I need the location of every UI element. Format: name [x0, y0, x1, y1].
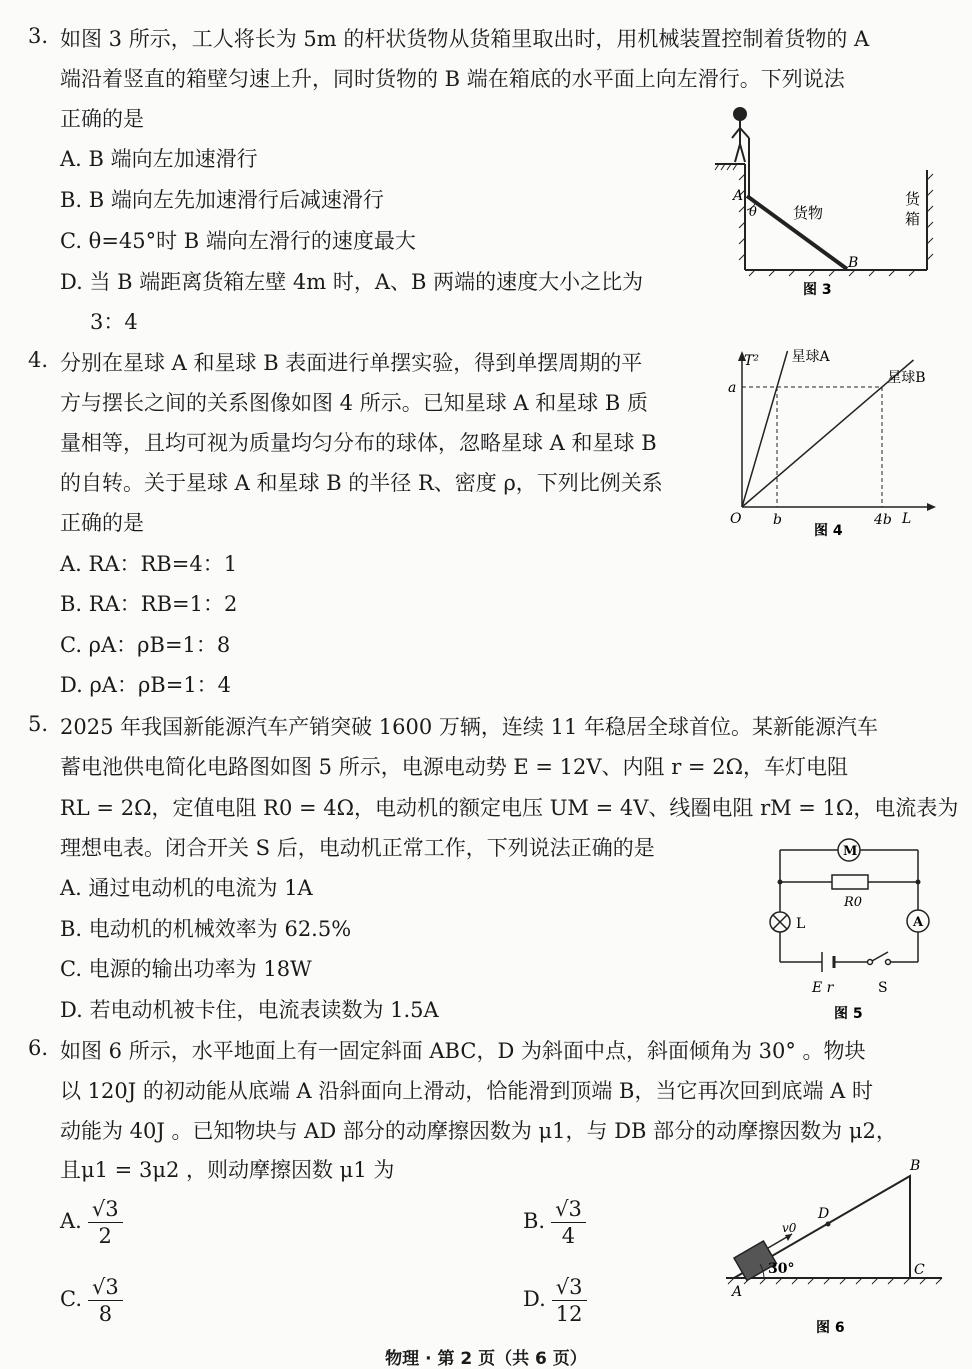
question-number: 4. [28, 348, 49, 372]
svg-text:A: A [913, 915, 924, 930]
figure-caption: 图 6 [816, 1320, 845, 1336]
y-tick-a: a [728, 380, 737, 396]
svg-text:M: M [843, 844, 858, 859]
option-a: A. RA：RB=4：1 [60, 552, 238, 576]
figure-5-circuit [760, 832, 940, 1022]
motor-symbol [838, 839, 860, 861]
ammeter-symbol [907, 910, 929, 932]
question-text-line: 的自转。关于星球 A 和星球 B 的半径 R、密度 ρ，下列比例关系 [60, 471, 663, 495]
question-text-line: 量相等，且均可视为质量均匀分布的球体，忽略星球 A 和星球 B [60, 431, 657, 455]
option-d: D. ρA：ρB=1：4 [60, 673, 232, 697]
question-text-line: 以 120J 的初动能从底端 A 沿斜面向上滑动，恰能滑到顶端 B，当它再次回到底端 A 时 [60, 1079, 873, 1103]
resistor-label: R0 [844, 895, 863, 910]
option-d: D. 当 B 端距离货箱左壁 4m 时，A、B 两端的速度大小之比为 [60, 270, 644, 294]
option-c: C. 电源的输出功率为 18W [60, 957, 312, 981]
option-c: C. $\frac{√3}{8}$ [60, 1274, 123, 1327]
label-box-2: 箱 [905, 210, 921, 228]
question-text-line: 正确的是 [60, 511, 144, 535]
question-text-line: RL = 2Ω，定值电阻 R0 = 4Ω，电动机的额定电压 UM = 4V、线圈电阻 rM = 1Ω，电流表为 [60, 796, 959, 820]
question-text-line: 理想电表。闭合开关 S 后，电动机正常工作，下列说法正确的是 [60, 836, 655, 860]
figure-6-incline [720, 1152, 950, 1342]
label-theta: θ [749, 205, 757, 220]
battery-symbol [822, 952, 834, 972]
worker-figure [732, 108, 749, 196]
x-axis-label: L [902, 511, 912, 527]
option-c: C. ρA：ρB=1：8 [60, 633, 231, 657]
option-a: A. $\frac{√3}{2}$ [60, 1196, 123, 1249]
angle-label: 30° [768, 1261, 795, 1277]
midpoint-d [826, 1222, 831, 1227]
label-box-1: 货 [905, 190, 921, 208]
option-b: B. B 端向左先加速滑行后减速滑行 [60, 188, 384, 212]
lamp-label: L [796, 916, 806, 932]
figure-caption: 图 5 [834, 1006, 863, 1022]
question-number: 6. [28, 1036, 49, 1060]
option-d: D. $\frac{√3}{12}$ [523, 1274, 587, 1327]
page-footer: 物理 · 第 2 页（共 6 页） [385, 1349, 587, 1369]
question-text-line: 蓄电池供电简化电路图如图 5 所示，电源电动势 E = 12V、内阻 r = 2Ω，车灯电阻 [60, 755, 848, 779]
option-a: A. B 端向左加速滑行 [60, 147, 258, 171]
option-d-continued: 3：4 [90, 310, 138, 334]
label-d: D [818, 1206, 830, 1222]
option-a: A. 通过电动机的电流为 1A [60, 876, 313, 900]
question-text-line: 如图 6 所示，水平地面上有一固定斜面 ABC，D 为斜面中点，斜面倾角为 30° 。物块 [60, 1039, 866, 1063]
source-label: E r [812, 980, 834, 996]
question-number: 3. [28, 24, 49, 48]
switch-symbol [868, 952, 891, 965]
question-text-line: 正确的是 [60, 107, 144, 131]
label-b: B [848, 255, 859, 271]
figure-3 [705, 100, 945, 305]
option-b: B. $\frac{√3}{4}$ [523, 1196, 586, 1249]
option-d: D. 若电动机被卡住，电流表读数为 1.5A [60, 998, 439, 1022]
question-number: 5. [28, 712, 49, 736]
y-axis-label: T² [744, 353, 759, 369]
label-cargo: 货物 [793, 204, 824, 222]
v0-label: v0 [782, 1221, 797, 1235]
label-a: A [732, 1284, 743, 1300]
series-label-star-b: 星球B [887, 370, 926, 386]
question-text-line: 2025 年我国新能源汽车产销突破 1600 万辆，连续 11 年稳居全球首位。某新能源汽车 [60, 715, 878, 739]
series-line-star-a [742, 351, 788, 507]
question-text-line: 端沿着竖直的箱壁匀速上升，同时货物的 B 端在箱底的水平面上向左滑行。下列说法 [60, 67, 845, 91]
x-tick-4b: 4b [874, 512, 892, 528]
x-axis-arrow [927, 503, 936, 511]
x-tick-b: b [773, 512, 782, 528]
option-b: B. 电动机的机械效率为 62.5% [60, 917, 352, 941]
series-label-star-a: 星球A [791, 349, 830, 365]
lamp-symbol [770, 912, 790, 932]
label-c: C [914, 1262, 925, 1278]
label-b: B [910, 1158, 921, 1174]
label-a: A [733, 188, 744, 204]
switch-label: S [878, 980, 888, 996]
figure-caption: 图 3 [803, 282, 832, 298]
question-text-line: 且μ1 = 3μ2 ，则动摩擦因数 μ1 为 [60, 1158, 395, 1182]
question-text-line: 分别在星球 A 和星球 B 表面进行单摆实验，得到单摆周期的平 [60, 351, 643, 375]
option-b: B. RA：RB=1：2 [60, 592, 238, 616]
figure-4-chart [722, 345, 942, 545]
resistor-symbol [832, 875, 868, 889]
origin-label: O [730, 511, 742, 527]
question-text-line: 方与摆长之间的关系图像如图 4 所示。已知星球 A 和星球 B 质 [60, 391, 649, 415]
option-c: C. θ=45°时 B 端向左滑行的速度最大 [60, 229, 416, 253]
question-text-line: 动能为 40J 。已知物块与 AD 部分的动摩擦因数为 μ1，与 DB 部分的动摩擦因数为 μ2， [60, 1119, 897, 1143]
question-text-line: 如图 3 所示，工人将长为 5m 的杆状货物从货箱里取出时，用机械装置控制着货物的 A [60, 27, 870, 51]
figure-caption: 图 4 [814, 523, 843, 539]
